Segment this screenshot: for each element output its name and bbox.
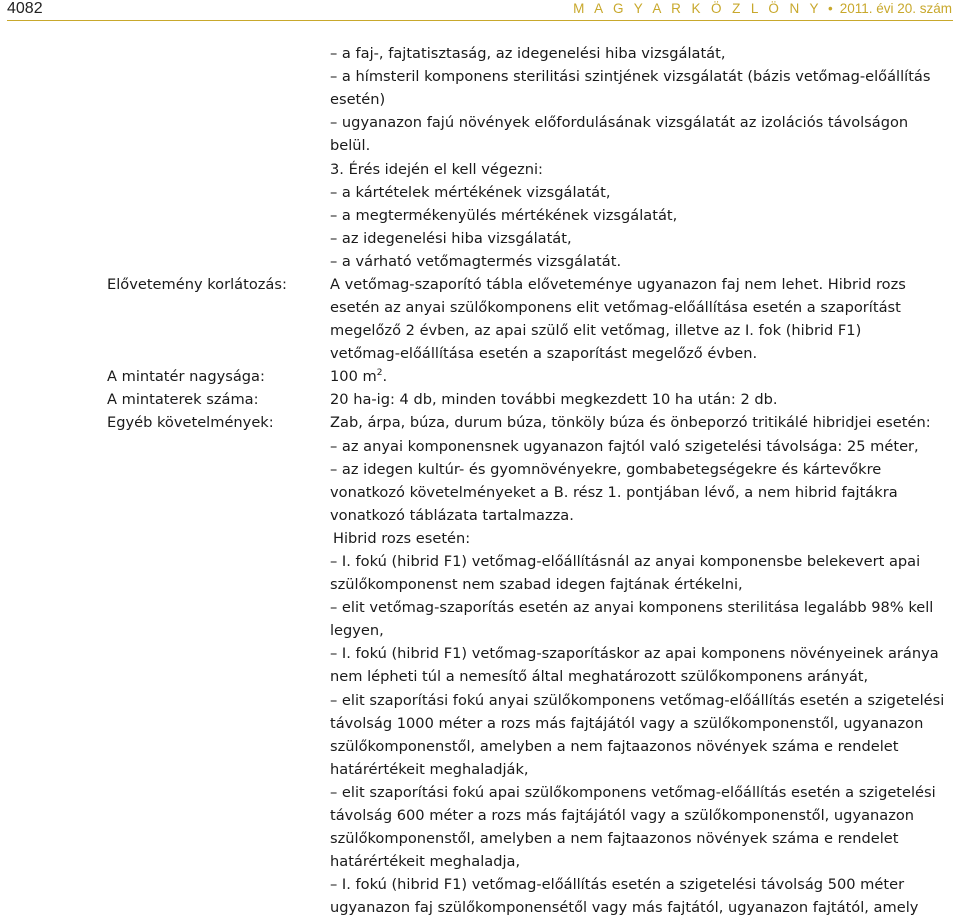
mintater-label: A mintatér nagysága: <box>107 368 265 385</box>
page-number: 4082 <box>7 0 43 17</box>
text-line: Zab, árpa, búza, durum búza, tönköly búza és önbeporzó tritikálé hibridjei esetén: <box>330 414 931 431</box>
list-item: – a hímsteril komponens sterilitási szintjének vizsgálatát (bázis vetőmag-előállítás <box>330 68 931 85</box>
text-line: vetőmag-előállítása esetén a szaporítást megelőző évben. <box>330 345 758 362</box>
issue-label: 2011. évi 20. szám <box>839 1 952 16</box>
text-line: megelőző 2 évben, az apai szülő elit vetőmag, illetve az I. fok (hibrid F1) <box>330 322 862 339</box>
list-item: – elit szaporítási fokú apai szülőkomponens vetőmag-előállítás esetén a szigetelési <box>330 784 936 801</box>
subsection-heading: Hibrid rozs esetén: <box>333 530 471 547</box>
list-item: – az idegen kultúr- és gyomnövényekre, gombabetegségekre és kártevőkre <box>330 461 882 478</box>
text-line: szülőkomponenstől, amelyben a nem fajtaazonos növények száma e rendelet <box>330 738 899 755</box>
page-header <box>0 0 960 22</box>
mintater-exponent: 2 <box>376 368 383 379</box>
text-line: legyen, <box>330 622 384 639</box>
list-item: – az anyai komponensnek ugyanazon fajtól való szigetelési távolsága: 25 méter, <box>330 438 919 455</box>
mintaterek-label: A mintaterek száma: <box>107 391 259 408</box>
list-item: – a faj-, fajtatisztaság, az idegenelési hiba vizsgálatát, <box>330 45 726 62</box>
text-line: határértékeit meghaladja, <box>330 853 521 870</box>
text-line: távolság 600 méter a rozs más fajtájától vagy a szülőkomponenstől, ugyanazon <box>330 807 915 824</box>
header-rule <box>7 20 953 21</box>
journal-name: M A G Y A R K Ö Z L Ö N Y <box>573 1 822 16</box>
egyeb-label: Egyéb követelmények: <box>107 414 274 431</box>
list-item: – a megtermékenyülés mértékének vizsgálatát, <box>330 207 678 224</box>
text-line: távolság 1000 méter a rozs más fajtájától vagy a szülőkomponenstől, ugyanazon <box>330 715 924 732</box>
subsection-heading: 3. Érés idején el kell végezni: <box>330 161 543 178</box>
text-line: A vetőmag-szaporító tábla előveteménye ugyanazon faj nem lehet. Hibrid rozs <box>330 276 906 293</box>
text-line: vonatkozó követelményeket a B. rész 1. pontjában lévő, a nem hibrid fajtákra <box>330 484 898 501</box>
running-title <box>573 1 952 17</box>
mintater-number: 100 m <box>330 368 377 385</box>
text-line: nem lépheti túl a nemesítő által meghatározott szülőkomponens arányát, <box>330 668 869 685</box>
list-item: – ugyanazon fajú növények előfordulásának vizsgálatát az izolációs távolságon <box>330 114 909 131</box>
text-line: ugyanazon faj szülőkomponensétől vagy más fajtától, ugyanazon fajtától, amely <box>330 899 919 916</box>
text-line: esetén az anyai szülőkomponens elit vetőmag-előállítása esetén a szaporítást <box>330 299 901 316</box>
mintater-value <box>330 365 387 388</box>
list-item: – elit vetőmag-szaporítás esetén az anyai komponens sterilitása legalább 98% kell <box>330 599 934 616</box>
elovetemeny-label: Elővetemény korlátozás: <box>107 276 287 293</box>
mintaterek-value: 20 ha-ig: 4 db, minden további megkezdett 10 ha után: 2 db. <box>330 391 778 408</box>
list-item: – I. fokú (hibrid F1) vetőmag-szaporításkor az apai komponens növényeinek aránya <box>330 645 939 662</box>
list-item: esetén) <box>330 91 386 108</box>
list-item: belül. <box>330 137 371 154</box>
list-item: – a kártételek mértékének vizsgálatát, <box>330 184 611 201</box>
text-line: szülőkomponenstől, amelyben a nem fajtaazonos növények száma e rendelet <box>330 830 899 847</box>
text-line: szülőkomponenst nem szabad idegen fajtának értékelni, <box>330 576 743 593</box>
list-item: – I. fokú (hibrid F1) vetőmag-előállítás esetén a szigetelési távolság 500 méter <box>330 876 905 893</box>
text-line: vonatkozó táblázata tartalmazza. <box>330 507 574 524</box>
mintater-suffix: . <box>382 368 388 385</box>
list-item: – az idegenelési hiba vizsgálatát, <box>330 230 572 247</box>
list-item: – elit szaporítási fokú anyai szülőkomponens vetőmag-előállítás esetén a szigetelési <box>330 692 945 709</box>
list-item: – I. fokú (hibrid F1) vetőmag-előállításnál az anyai komponensbe belekevert apai <box>330 553 921 570</box>
text-line: határértékeit meghaladják, <box>330 761 529 778</box>
bullet-icon: • <box>827 1 833 16</box>
list-item: – a várható vetőmagtermés vizsgálatát. <box>330 253 622 270</box>
